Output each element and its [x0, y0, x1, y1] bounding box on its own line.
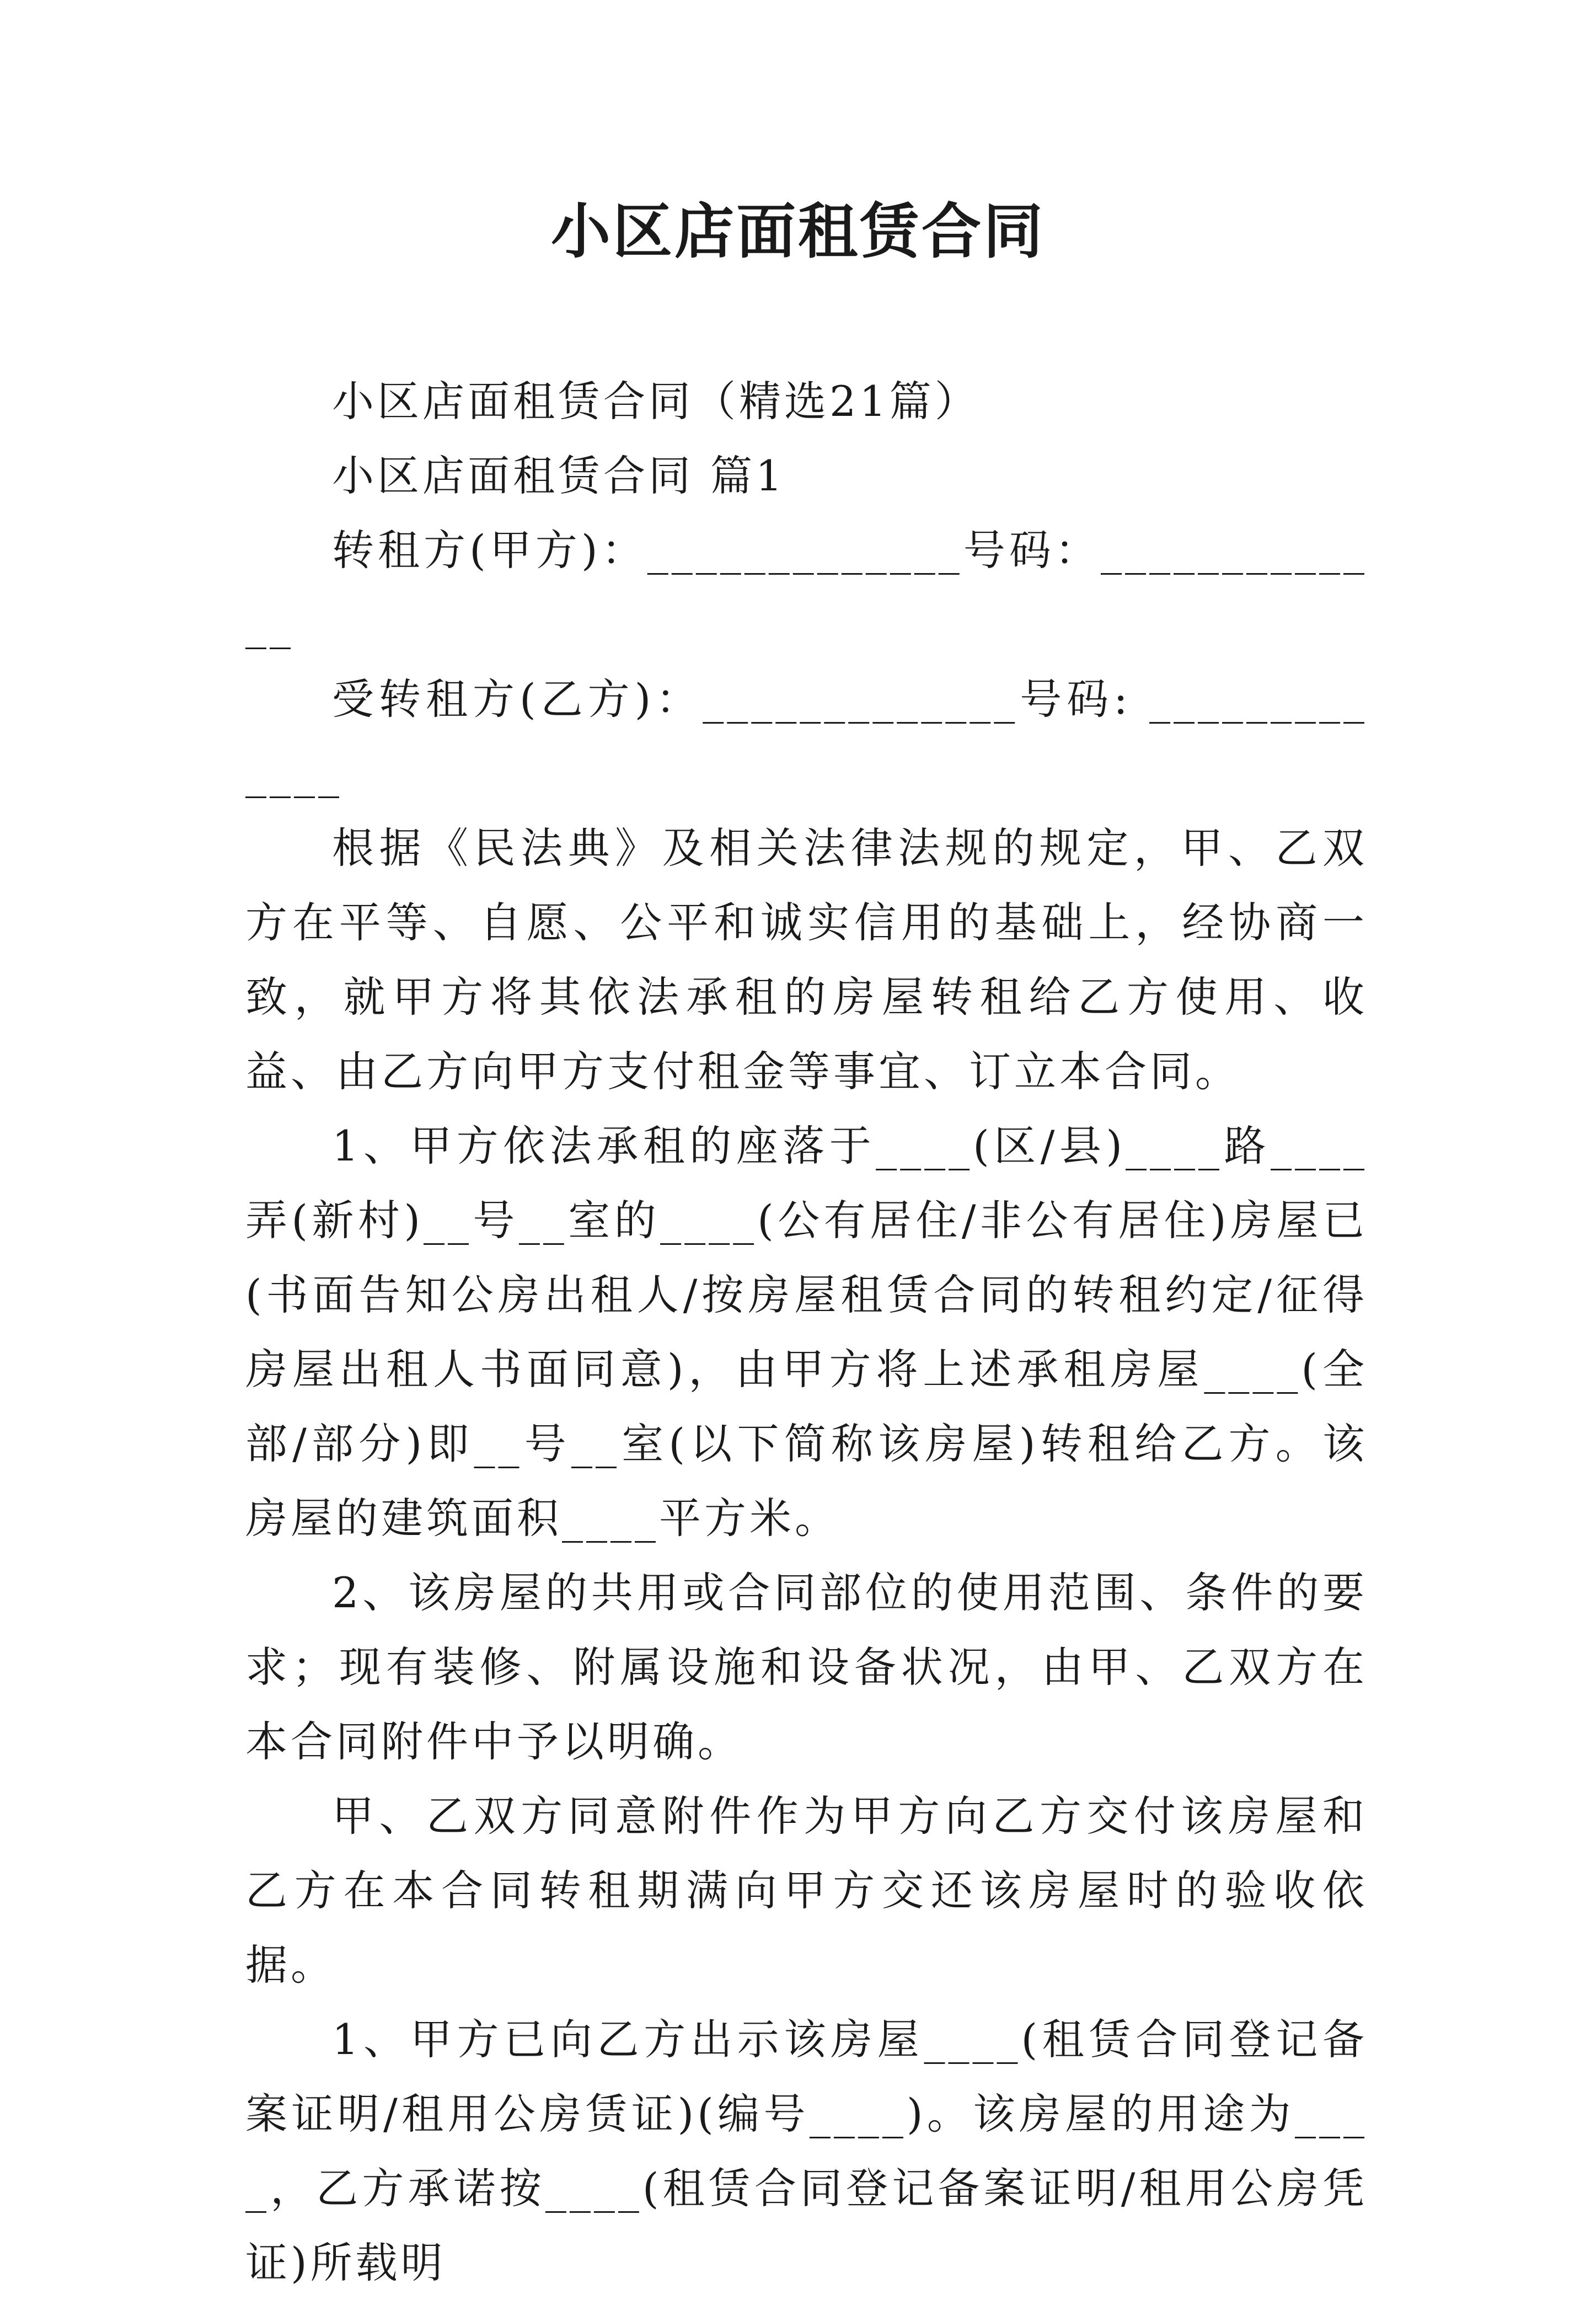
- clause-paragraph: 1、甲方已向乙方出示该房屋____(租赁合同登记备案证明/租用公房赁证)(编号____)。该房屋的用途为____，乙方承诺按____(租赁合同登记备案证明/租用公房凭证)所载明: [245, 2015, 1368, 2287]
- document-title: 小区店面租赁合同: [550, 197, 1045, 266]
- preamble-paragraph: 根据《民法典》及相关法律法规的规定，甲、乙双方在平等、自愿、公平和诚实信用的基础上，经协商一致，就甲方将其依法承租的房屋转租给乙方使用、收益、由乙方向甲方支付租金等事宜、订立本合同。: [245, 823, 1368, 1096]
- party-b-line: 受转租方(乙方)：_____________号码: _____________: [245, 675, 1368, 798]
- clause-paragraph: 1、甲方依法承租的座落于____(区/县)____路____弄(新村)__号__室的____(公有居住/非公有居住)房屋已(书面告知公房出租人/按房屋租赁合同的转租约定/征得房屋出租人书面同意)，由甲方将上述承租房屋____(全部/部分)即__号__室(以下简称该房屋)转租给乙方。该房屋的建筑面积____平方米。: [245, 1121, 1368, 1543]
- clause-paragraph: 甲、乙双方同意附件作为甲方向乙方交付该房屋和乙方在本合同转租期满向甲方交还该房屋时的验收依据。: [245, 1791, 1368, 1989]
- clause-paragraph: 2、该房屋的共用或合同部位的使用范围、条件的要求；现有装修、附属设施和设备状况，由甲、乙双方在本合同附件中予以明确。: [245, 1568, 1368, 1766]
- subtitle-paragraph: 小区店面租赁合同（精选21篇）: [332, 377, 980, 426]
- document-body: [245, 364, 1368, 2300]
- section-heading: 小区店面租赁合同 篇1: [332, 451, 786, 500]
- party-a-line: 转租方(甲方)：_____________号码：_____________: [245, 526, 1368, 649]
